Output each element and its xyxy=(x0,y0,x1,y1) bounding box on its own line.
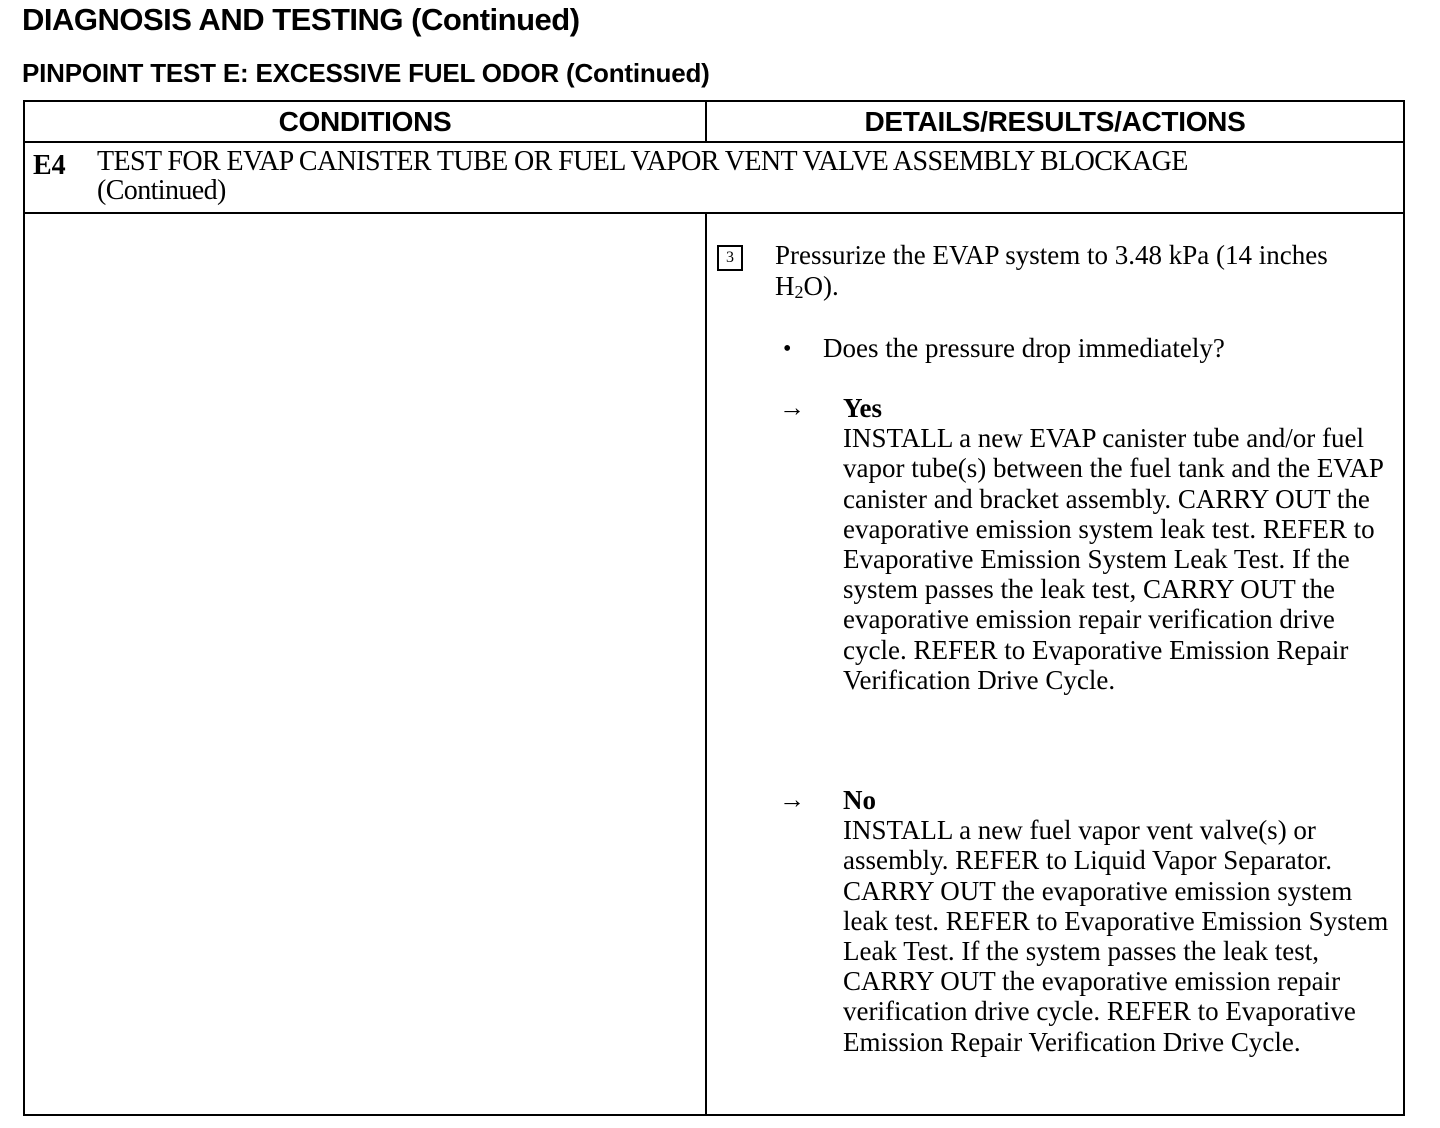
no-label: No xyxy=(843,785,876,815)
no-arrow-icon: → xyxy=(779,785,805,814)
step-number-box: 3 xyxy=(717,245,743,271)
yes-action-text: INSTALL a new EVAP canister tube and/or fuel vapor tube(s) between the fuel tank and the EVAP canister and bracket assembly. CARRY OUT the evaporative emission system leak test. REFER to Evaporative Emission System Leak Test. If the system passes the leak test, CARRY OUT the evaporative emission repair verification drive cycle. REFER to Evaporative Emission Repair Verification Drive Cycle. xyxy=(843,423,1383,695)
conditions-column-header: CONDITIONS xyxy=(278,106,452,137)
details-column-header: DETAILS/RESULTS/ACTIONS xyxy=(864,106,1246,137)
step-id: E4 xyxy=(33,150,66,181)
instruction-text xyxy=(775,240,1395,308)
yes-label: Yes xyxy=(843,393,882,423)
yes-result xyxy=(843,393,1403,695)
pinpoint-test-title: PINPOINT TEST E: EXCESSIVE FUEL ODOR (Continued) xyxy=(22,58,710,88)
instruction-subscript: 2 xyxy=(794,282,804,302)
step-title-line: TEST FOR EVAP CANISTER TUBE OR FUEL VAPOR VENT VALVE ASSEMBLY BLOCKAGE xyxy=(97,146,1188,177)
pinpoint-test-table xyxy=(23,100,1405,1116)
question-text: Does the pressure drop immediately? xyxy=(823,333,1225,363)
yes-arrow-icon: → xyxy=(779,393,805,422)
page-title: DIAGNOSIS AND TESTING (Continued) xyxy=(22,2,580,37)
instruction-prefix: Pressurize the EVAP system to 3.48 kPa (14 inches H xyxy=(775,240,1328,301)
bullet-icon: • xyxy=(783,336,792,362)
step-title xyxy=(97,147,1188,205)
no-action-text: INSTALL a new fuel vapor vent valve(s) or assembly. REFER to Liquid Vapor Separator. CARRY OUT the evaporative emission system leak test. REFER to Evaporative Emission System Leak Test. If the system passes the leak test, CARRY OUT the evaporative emission repair verification drive cycle. REFER to Evaporative Emission Repair Verification Drive Cycle. xyxy=(843,815,1389,1057)
column-divider-body xyxy=(705,214,707,1114)
step-divider xyxy=(25,212,1403,214)
step-title-continued: (Continued) xyxy=(97,175,226,206)
header-divider xyxy=(25,141,1403,143)
instruction-suffix: O). xyxy=(803,271,839,301)
no-result xyxy=(843,785,1403,1057)
